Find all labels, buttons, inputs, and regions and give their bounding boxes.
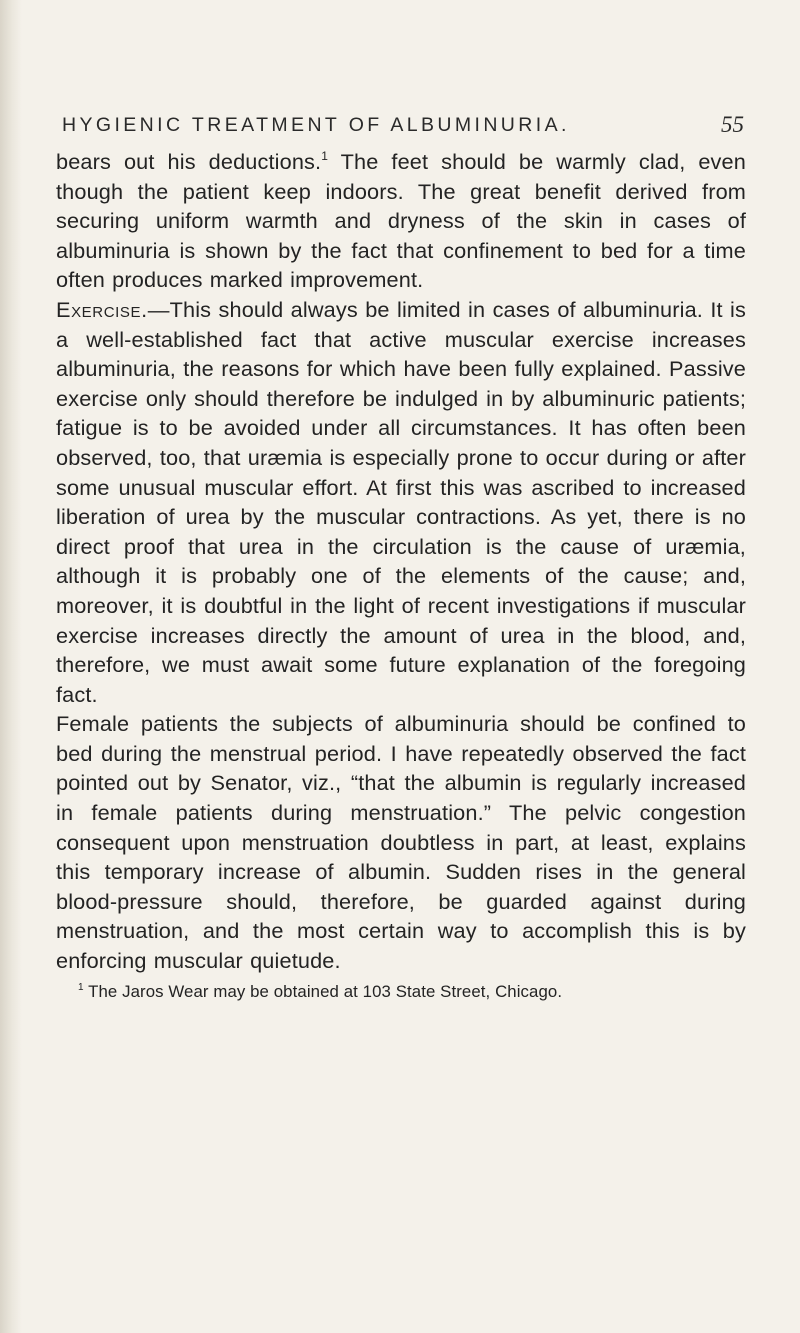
page-spine-shadow	[0, 0, 22, 1333]
book-page	[56, 108, 746, 1004]
running-title: HYGIENIC TREATMENT OF ALBUMINURIA.	[62, 114, 570, 136]
paragraph-1-start: bears out his deductions.	[56, 149, 322, 174]
paragraph-1	[56, 147, 746, 295]
paragraph-1-text: The feet should be warmly clad, even though the patient keep indoors. The great benefit derived from securing uniform warmth and dryness of the skin in cases of albuminuria is shown by the fact that confinement to bed for a time often produces marked improvement.	[56, 149, 746, 293]
footnote-reference: 1	[321, 149, 329, 163]
footnote-marker: 1	[78, 981, 84, 993]
footnote-text: The Jaros Wear may be obtained at 103 State Street, Chicago.	[83, 981, 563, 1001]
paragraph-3-text: Female patients the subjects of albuminuria should be confined to bed during the menstrual period. I have repeatedly observed the fact pointed out by Senator, viz., “that the albumin is regularly increased in female patients during menstruation.” The pelvic congestion consequent upon menstruation doubtless in part, at least, explains this temporary increase of albumin. Sudden rises in the general blood-pressure should, therefore, be guarded against during menstruation, and the most certain way to accomplish this is by enforcing muscular quietude.	[56, 711, 746, 974]
section-heading-exercise: Exercise.	[56, 296, 148, 322]
running-head	[62, 108, 746, 142]
paragraph-3	[56, 709, 746, 975]
paragraph-2-text: —This should always be limited in cases of albuminuria. It is a well-established fact that active muscular exercise increases albuminuria, the reasons for which have been fully explained. Passive exercise only should therefore be indulged in by albuminuric patients; fatigue is to be avoided under all circumstances. It has often been observed, too, that uræmia is especially prone to occur during or after some unusual muscular effort. At first this was ascribed to increased liberation of urea by the muscular contractions. As yet, there is no direct proof that urea in the circulation is the cause of uræmia, although it is probably one of the elements of the cause; and, moreover, it is doubtful in the light of recent investigations if muscular exercise increases directly the amount of urea in the blood, and, therefore, we must await some future explanation of the foregoing fact.	[56, 296, 746, 707]
paragraph-2	[56, 295, 746, 709]
page-number: 55	[721, 112, 744, 137]
body-text	[56, 147, 746, 976]
footnote	[56, 980, 746, 1004]
